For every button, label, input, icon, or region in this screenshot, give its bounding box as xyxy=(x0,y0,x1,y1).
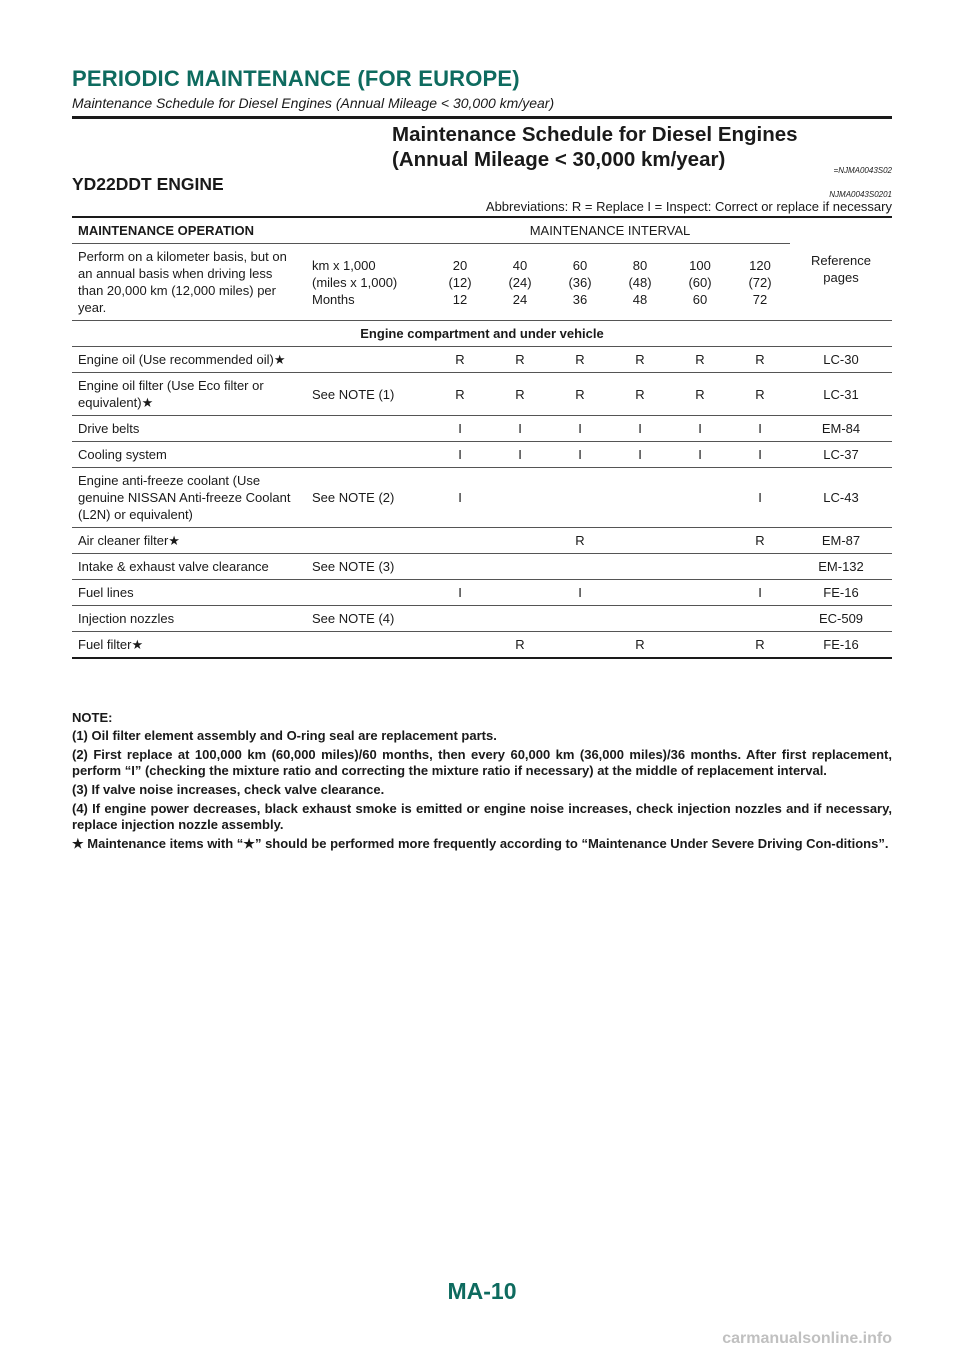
interval-km: 80 xyxy=(632,257,648,273)
reference-cell: FE-16 xyxy=(790,580,892,606)
interval-value-cell: R xyxy=(610,347,670,373)
note-cell xyxy=(306,528,430,554)
interval-value-cell: I xyxy=(610,416,670,442)
reference-cell: LC-37 xyxy=(790,442,892,468)
interval-value-cell xyxy=(610,554,670,580)
group-row xyxy=(72,321,892,347)
maintenance-schedule-table xyxy=(72,216,892,659)
reference-cell: EM-132 xyxy=(790,554,892,580)
interval-value-cell xyxy=(430,632,490,659)
interval-value-cell: R xyxy=(730,632,790,659)
interval-value-cell: I xyxy=(430,580,490,606)
notes-block xyxy=(72,710,892,855)
interval-value-cell: R xyxy=(670,373,730,416)
interval-miles: (72) xyxy=(748,274,772,290)
operation-cell: Fuel lines xyxy=(72,580,306,606)
interval-value-cell: R xyxy=(730,373,790,416)
table-interval-row xyxy=(72,244,892,321)
interval-value-cell xyxy=(430,528,490,554)
interval-value-cell: I xyxy=(430,416,490,442)
interval-months: 12 xyxy=(452,291,468,307)
operation-cell: Drive belts xyxy=(72,416,306,442)
interval-value-cell: R xyxy=(490,373,550,416)
section-title-line1: Maintenance Schedule for Diesel Engines xyxy=(392,123,798,146)
interval-value-cell xyxy=(490,580,550,606)
interval-value-cell: I xyxy=(730,416,790,442)
section-title-line2: (Annual Mileage < 30,000 km/year) xyxy=(392,148,726,171)
header-rule xyxy=(72,116,892,119)
note-item: (3) If valve noise increases, check valve clearance. xyxy=(72,782,385,797)
table-row xyxy=(72,373,892,416)
table-row xyxy=(72,528,892,554)
operation-cell: Engine anti-freeze coolant (Use genuine NISSAN Anti-freeze Coolant (L2N) or equivalent) xyxy=(72,468,306,528)
interval-value-cell xyxy=(430,606,490,632)
operation-cell: Intake & exhaust valve clearance xyxy=(72,554,306,580)
interval-value-cell xyxy=(670,528,730,554)
reference-cell: FE-16 xyxy=(790,632,892,659)
engine-ref-code: NJMA0043S0201 xyxy=(829,190,892,199)
interval-value-cell: R xyxy=(610,373,670,416)
interval-value-cell xyxy=(490,554,550,580)
interval-value-cell: I xyxy=(550,416,610,442)
interval-value-cell xyxy=(730,554,790,580)
section-title xyxy=(392,122,892,172)
reference-cell: EM-84 xyxy=(790,416,892,442)
interval-value-cell: R xyxy=(550,373,610,416)
interval-value-cell xyxy=(670,468,730,528)
abbreviations-legend: Abbreviations: R = Replace I = Inspect: Correct or replace if necessary xyxy=(485,199,892,214)
operation-cell: Engine oil (Use recommended oil)★ xyxy=(72,347,306,373)
interval-value-cell: I xyxy=(550,580,610,606)
interval-km: 20 xyxy=(452,257,468,273)
engine-title: YD22DDT ENGINE xyxy=(72,174,224,194)
table-row xyxy=(72,606,892,632)
interval-value-cell: I xyxy=(490,442,550,468)
interval-months: 72 xyxy=(752,291,768,307)
table-row xyxy=(72,468,892,528)
interval-value-cell xyxy=(670,554,730,580)
interval-value-cell: R xyxy=(730,347,790,373)
interval-value-cell: I xyxy=(730,442,790,468)
interval-months: 60 xyxy=(692,291,708,307)
group-label: Engine compartment and under vehicle xyxy=(72,321,892,347)
interval-col xyxy=(490,244,550,321)
interval-col xyxy=(430,244,490,321)
interval-value-cell: R xyxy=(550,347,610,373)
interval-value-cell: R xyxy=(430,347,490,373)
reference-cell: LC-31 xyxy=(790,373,892,416)
interval-months: 24 xyxy=(512,291,528,307)
interval-value-cell: R xyxy=(490,347,550,373)
interval-miles: (12) xyxy=(448,274,472,290)
note-item: (1) Oil filter element assembly and O-ring seal are replacement parts. xyxy=(72,728,497,743)
interval-value-cell: I xyxy=(730,580,790,606)
interval-value-cell xyxy=(490,468,550,528)
interval-value-cell xyxy=(610,606,670,632)
interval-km: 60 xyxy=(572,257,588,273)
header-interval: MAINTENANCE INTERVAL xyxy=(430,217,790,244)
interval-value-cell: R xyxy=(550,528,610,554)
interval-value-cell: R xyxy=(430,373,490,416)
unit-miles: (miles x 1,000) xyxy=(312,274,398,290)
interval-value-cell xyxy=(490,528,550,554)
interval-value-cell xyxy=(550,606,610,632)
interval-col xyxy=(610,244,670,321)
interval-col xyxy=(730,244,790,321)
interval-km: 120 xyxy=(749,257,771,273)
interval-value-cell: I xyxy=(730,468,790,528)
table-row xyxy=(72,347,892,373)
reference-cell: EM-87 xyxy=(790,528,892,554)
interval-km: 100 xyxy=(689,257,711,273)
reference-cell: LC-43 xyxy=(790,468,892,528)
interval-months: 36 xyxy=(572,291,588,307)
note-cell xyxy=(306,416,430,442)
note-cell: See NOTE (4) xyxy=(306,606,430,632)
interval-value-cell: R xyxy=(670,347,730,373)
interval-value-cell xyxy=(670,632,730,659)
interval-value-cell xyxy=(490,606,550,632)
operation-cell: Air cleaner filter★ xyxy=(72,528,306,554)
table-header-row xyxy=(72,217,892,244)
table-row xyxy=(72,416,892,442)
note-cell xyxy=(306,442,430,468)
operation-cell: Engine oil filter (Use Eco filter or equivalent)★ xyxy=(72,373,306,416)
interval-value-cell xyxy=(610,580,670,606)
reference-cell: LC-30 xyxy=(790,347,892,373)
operation-cell: Cooling system xyxy=(72,442,306,468)
interval-value-cell xyxy=(730,606,790,632)
interval-value-cell xyxy=(610,468,670,528)
interval-value-cell xyxy=(670,580,730,606)
table-row xyxy=(72,554,892,580)
note-cell: See NOTE (1) xyxy=(306,373,430,416)
note-cell: See NOTE (2) xyxy=(306,468,430,528)
interval-value-cell xyxy=(610,528,670,554)
interval-value-cell xyxy=(430,554,490,580)
perform-text: Perform on a kilometer basis, but on an annual basis when driving less than 20,000 km (12,000 miles) per year. xyxy=(72,244,306,321)
interval-col xyxy=(670,244,730,321)
interval-col xyxy=(550,244,610,321)
note-item: (2) First replace at 100,000 km (60,000 miles)/60 months, then every 60,000 km (36,000 miles)/36 months. After first replacement, perform “I” (checking the mixture ratio and correcting the mixture ratio if necessary) at the middle of replacement interval. xyxy=(72,747,892,778)
table-row xyxy=(72,442,892,468)
header-reference: Reference pages xyxy=(790,217,892,321)
interval-value-cell: I xyxy=(430,442,490,468)
note-item: (4) If engine power decreases, black exhaust smoke is emitted or engine noise increases, check injection nozzles and if necessary, replace injection nozzle assembly. xyxy=(72,801,892,832)
interval-months: 48 xyxy=(632,291,648,307)
section-ref-code: =NJMA0043S02 xyxy=(833,166,892,175)
running-header-subtitle: Maintenance Schedule for Diesel Engines (Annual Mileage < 30,000 km/year) xyxy=(72,95,555,111)
interval-value-cell: I xyxy=(490,416,550,442)
table-row xyxy=(72,580,892,606)
note-cell xyxy=(306,580,430,606)
note-cell xyxy=(306,632,430,659)
note-item: ★ Maintenance items with “★” should be performed more frequently according to “Maintenance Under Severe Driving Con-ditions”. xyxy=(72,836,889,851)
interval-value-cell: I xyxy=(610,442,670,468)
page-number: MA-10 xyxy=(447,1278,517,1304)
interval-miles: (36) xyxy=(568,274,592,290)
interval-value-cell xyxy=(550,468,610,528)
interval-value-cell: I xyxy=(430,468,490,528)
interval-units xyxy=(306,244,430,321)
watermark: carmanualsonline.info xyxy=(722,1330,892,1347)
table-row xyxy=(72,632,892,659)
operation-cell: Injection nozzles xyxy=(72,606,306,632)
note-cell xyxy=(306,347,430,373)
interval-value-cell: I xyxy=(670,442,730,468)
operation-cell: Fuel filter★ xyxy=(72,632,306,659)
interval-value-cell xyxy=(550,632,610,659)
unit-km: km x 1,000 xyxy=(312,257,376,273)
interval-km: 40 xyxy=(512,257,528,273)
interval-value-cell xyxy=(670,606,730,632)
reference-cell: EC-509 xyxy=(790,606,892,632)
interval-value-cell xyxy=(550,554,610,580)
unit-months: Months xyxy=(312,291,355,307)
interval-miles: (60) xyxy=(688,274,712,290)
notes-heading: NOTE: xyxy=(72,710,113,725)
note-cell: See NOTE (3) xyxy=(306,554,430,580)
header-operation: MAINTENANCE OPERATION xyxy=(72,217,430,244)
interval-value-cell: I xyxy=(670,416,730,442)
running-header-title: PERIODIC MAINTENANCE (FOR EUROPE) xyxy=(72,66,520,91)
interval-value-cell: I xyxy=(550,442,610,468)
interval-value-cell: R xyxy=(730,528,790,554)
interval-miles: (24) xyxy=(508,274,532,290)
interval-value-cell: R xyxy=(490,632,550,659)
interval-miles: (48) xyxy=(628,274,652,290)
interval-value-cell: R xyxy=(610,632,670,659)
